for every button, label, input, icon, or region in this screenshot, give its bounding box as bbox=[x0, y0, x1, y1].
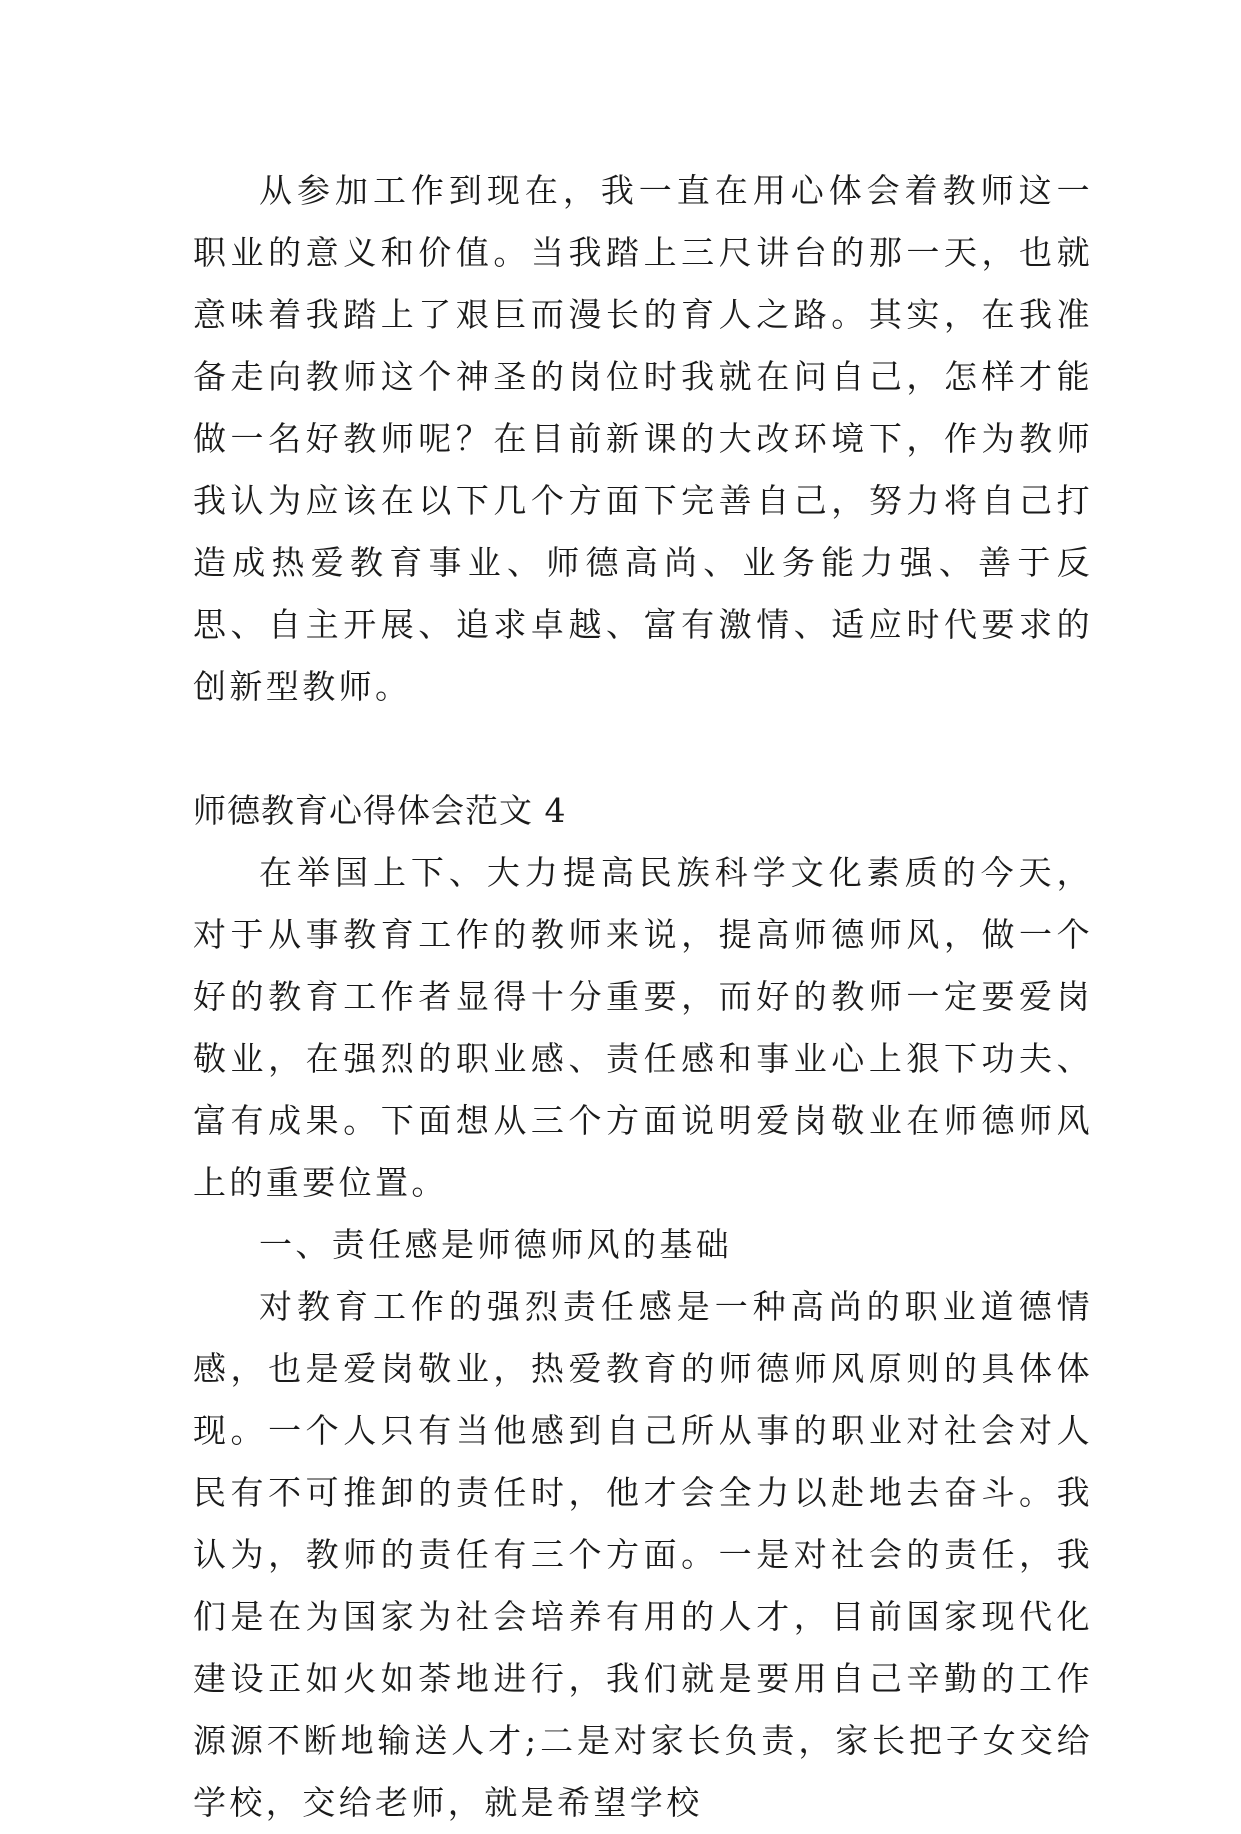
section-paragraph-2: 对教育工作的强烈责任感是一种高尚的职业道德情感，也是爱岗敬业，热爱教育的师德师风原则的具体体现。一个人只有当他感到自己所从事的职业对社会对人民有不可推卸的责任时，他才会全力以赴地去奋斗。我认为，教师的责任有三个方面。一是对社会的责任，我们是在为国家为社会培养有用的人才，目前国家现代化建设正如火如荼地进行，我们就是要用自己辛勤的工作源源不断地输送人才;二是对家长负责，家长把子女交给学校，交给老师，就是希望学校 bbox=[193, 1287, 1093, 1822]
intro-paragraph: 从参加工作到现在，我一直在用心体会着教师这一职业的意义和价值。当我踏上三尺讲台的那一天，也就意味着我踏上了艰巨而漫长的育人之路。其实，在我准备走向教师这个神圣的岗位时我就在问自己，怎样才能做一名好教师呢？在目前新课的大改环境下，作为教师我认为应该在以下几个方面下完善自己，努力将自己打造成热爱教育事业、师德高尚、业务能力强、善于反思、自主开展、追求卓越、富有激情、适应时代要求的创新型教师。 bbox=[193, 171, 1093, 706]
section-title: 师德教育心得体会范文 4 bbox=[193, 791, 567, 830]
document-body bbox=[193, 160, 1093, 1834]
subheading-responsibility: 一、责任感是师德师风的基础 bbox=[259, 1225, 733, 1264]
section-paragraph-1: 在举国上下、大力提高民族科学文化素质的今天，对于从事教育工作的教师来说，提高师德师风，做一个好的教育工作者显得十分重要，而好的教师一定要爱岗敬业，在强烈的职业感、责任感和事业心上狠下功夫、富有成果。下面想从三个方面说明爱岗敬业在师德师风上的重要位置。 bbox=[193, 853, 1093, 1202]
